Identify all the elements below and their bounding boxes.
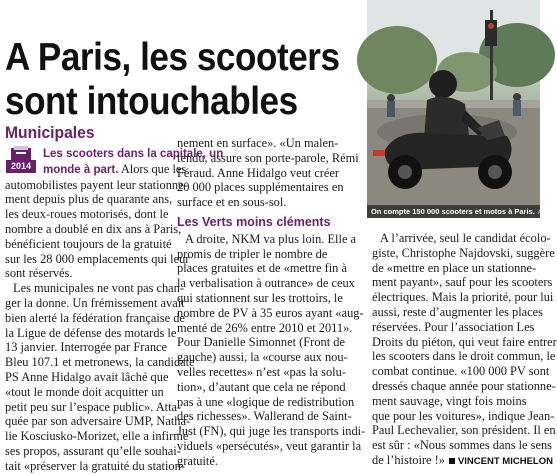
author-signature: VINCENT MICHELON: [457, 455, 553, 467]
scooter-photo: [367, 0, 548, 218]
text-line: nombre de PV à 35 euros ayant «aug-: [177, 305, 364, 320]
text-line: la verbalisation à outrance» de ceux: [177, 276, 355, 291]
text-line: surface et en sous-sol.: [177, 195, 287, 210]
text-line: gauche) aussi, la «course aux nou-: [177, 350, 348, 365]
text-line: viduels «persécutés», veut garantir la: [177, 438, 362, 453]
headline: [5, 36, 340, 124]
text-line: Pour Danielle Simonnet (Front de: [177, 335, 345, 350]
end-square-icon: [449, 458, 455, 464]
text-line: A droite, NKM va plus loin. Elle a: [185, 231, 357, 246]
text-line: PS Anne Hidalgo avait lâché que: [5, 369, 169, 384]
body-text: Alors que les: [118, 161, 187, 176]
text-line: Paul Lechevalier, son président. Il en: [372, 423, 556, 438]
text-line: places gratuites et de «mettre fin à: [177, 261, 347, 276]
lead-text-line-2: monde à part.: [43, 163, 119, 176]
text-line: Just (FN), qui juge les transports indi-: [177, 424, 366, 439]
text-line: automobilistes payent leur stationne-: [5, 177, 188, 192]
text-line: gratuité.: [177, 453, 218, 468]
headline-line-2: sont intouchables: [5, 80, 298, 123]
text-line: tion», d’autant que cela ne répond: [177, 379, 346, 394]
text-line: de «mettre en place un stationne-: [372, 260, 537, 275]
text-line: sur les 28 000 emplacements qui leur: [5, 251, 190, 266]
text-line: Féraud. Anne Hidalgo veut créer: [177, 165, 340, 180]
text-line: «tout le monde doit acquitter un: [5, 384, 164, 399]
text-line: réservées. Pour l’association Les: [372, 319, 535, 334]
lead-text-line-1: Les scooters dans la capitale, un: [43, 148, 224, 160]
scooter-illustration: [367, 0, 540, 218]
text-line: nombre a doublé en dix ans à Paris,: [5, 221, 182, 236]
article-column-1: [5, 147, 224, 474]
text-line: giste, Christophe Najdovski, suggère: [372, 245, 555, 260]
text-line: aussi, reste d’augmenter les places: [372, 304, 543, 319]
closing-quote: de l’histoire !»: [372, 452, 445, 467]
text-line: dressés chaque année pour stationne-: [372, 378, 556, 393]
text-line: tait «préserver la gratuité du station-: [5, 458, 185, 473]
text-line: ment depuis plus de quarante ans,: [5, 192, 173, 207]
text-line: la Ligue de défense des motards le: [5, 325, 177, 340]
text-line: combat continue. «100 000 PV sont: [372, 364, 550, 379]
badge-year: 2014: [6, 160, 36, 173]
photo-caption-text: On compte 150 000 scooters et motos à Paris.: [371, 207, 535, 216]
text-line: sont réservés.: [5, 266, 73, 281]
article-column-3: [372, 231, 557, 470]
text-line: ment sauvage, vingt fois moins: [372, 393, 527, 408]
text-line: ment payant», sauf pour les scooters: [372, 275, 553, 290]
photo-credit: AFP: [537, 210, 548, 216]
text-line: ses propos, assurant qu’elle souhai-: [5, 443, 181, 458]
text-line: menté de 26% entre 2010 et 2011».: [177, 320, 353, 335]
text-line: promis de tripler le nombre de: [177, 246, 328, 261]
text-line: que pour les voitures», indique Jean-: [372, 408, 555, 423]
text-line: [5, 161, 187, 178]
text-line: [372, 452, 553, 470]
article-column-2: [177, 136, 366, 469]
text-line: ger la donne. Un frémissement avait: [5, 295, 185, 310]
photo-caption: [367, 205, 548, 218]
text-line: pas à une «logique de redistribution: [177, 394, 355, 409]
text-line: les scooters dans le droit commun, le: [372, 349, 556, 364]
text-line: tendu, assure son porte-parole, Rémi: [177, 150, 359, 165]
text-line: Droits du piéton, qui veut faire entrer: [372, 334, 557, 349]
text-line: velles recettes» n’est «pas la solu-: [177, 364, 346, 379]
text-line: nement en surface». «Un malen-: [177, 136, 339, 150]
text-line: bien alerté la fédération française de: [5, 310, 185, 325]
text-line: bénéficient toujours de la gratuité: [5, 236, 172, 251]
text-line: petit peu sur l’espace public». Atta-: [5, 399, 182, 414]
text-line: 20 000 places supplémentaires en: [177, 180, 344, 195]
text-line: A l’arrivée, seul le candidat écolo-: [380, 231, 551, 245]
text-line: 13 janvier. Interrogée par France: [5, 340, 168, 355]
text-line: Les municipales ne vont pas chan-: [13, 281, 185, 296]
section-subheading: Les Verts moins cléments: [177, 214, 331, 229]
text-line: lie Kosciusko-Morizet, elle a infirmé: [5, 429, 189, 444]
text-line: des richesses». Wallerand de Saint-: [177, 409, 352, 424]
text-line: électriques. Mais la priorité, pour lui: [372, 290, 554, 305]
text-line: les deux-roues motorisés, dont le: [5, 207, 169, 222]
section-kicker: Municipales: [5, 123, 95, 142]
headline-line-1: A Paris, les scooters: [5, 36, 340, 79]
text-line: quée par son adversaire UMP, Natha-: [5, 414, 191, 429]
text-line: qui stationnent sur les trottoirs, le: [177, 290, 343, 305]
text-line: Bleu 107.1 et metronews, la candidate: [5, 355, 195, 370]
text-line: est sûr : «Nous sommes dans le sens: [372, 438, 552, 453]
